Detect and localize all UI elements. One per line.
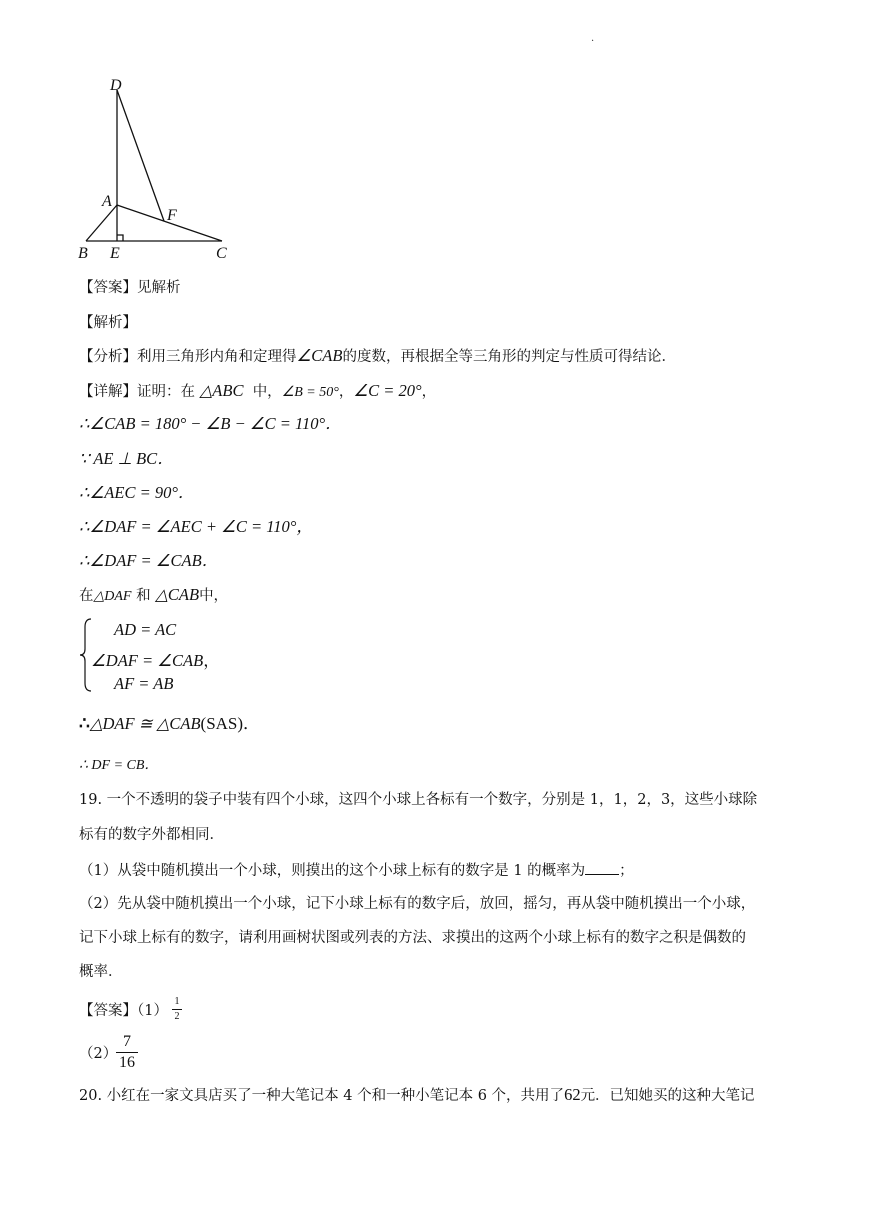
system-row-3: AF = AB	[114, 674, 174, 693]
q19-part1: （1）从袋中随机摸出一个小球，则摸出的这个小球上标有的数字是 1 的概率为 ；	[79, 860, 634, 881]
label-c: C	[216, 245, 227, 262]
right-angle-mark	[117, 235, 123, 241]
q19-stem-line1: 19. 一个不透明的袋子中装有四个小球，这四个小球上各标有一个数字，分别是 1，1，2，3，这些小球除	[79, 792, 758, 808]
q19-part2-line3: 概率．	[79, 964, 123, 980]
q20-stem-line1: 20. 小红在一家文具店买了一种大笔记本 4 个和一种小笔记本 6 个，共用了62元．已知她买的这种大笔记	[79, 1085, 755, 1104]
q18-fenxi: 【分析】利用三角形内角和定理得∠CAB的度数，再根据全等三角形的判定与性质可得结论．	[79, 346, 676, 365]
answer-text: 见解析	[137, 280, 181, 296]
system-row-2: ∠DAF = ∠CAB，	[91, 651, 220, 670]
header-dot: .	[591, 33, 595, 44]
label-a: A	[102, 193, 112, 210]
system-row-1: AD = AC	[114, 620, 177, 639]
q18-answer	[79, 278, 181, 298]
segment-ba	[86, 205, 117, 241]
q18-in-triangles: 在△DAF 和 △CAB中，	[79, 585, 229, 604]
q19-answer-2: （2）	[79, 1046, 118, 1062]
fraction-seven-sixteenths: 7 16	[116, 1034, 138, 1071]
q18-final: ∴ DF = CB．	[79, 758, 159, 773]
answer-blank	[585, 860, 619, 875]
geometry-figure	[74, 72, 234, 266]
q19-answer-1: 【答案】（1）	[79, 1003, 168, 1019]
equation-system	[79, 615, 279, 695]
q18-analysis-label: 【解析】	[79, 315, 137, 331]
q19-part2-line2: 记下小球上标有的数字，请利用画树状图或列表的方法、求摸出的这两个小球上标有的数字之积是偶数的	[79, 930, 746, 946]
q18-step4: ∴∠DAF = ∠AEC + ∠C = 110°，	[79, 517, 313, 536]
q19-stem-line2: 标有的数字外都相同．	[79, 827, 224, 843]
q18-step5: ∴∠DAF = ∠CAB．	[79, 551, 219, 570]
label-f: F	[167, 207, 177, 224]
q18-detail: 【详解】证明：在 △ABC 中，∠B = 50°，∠C = 20°，	[79, 381, 437, 400]
q18-step2: ∵ AE ⊥ BC．	[79, 449, 174, 468]
q18-step3: ∴∠AEC = 90°．	[79, 483, 195, 502]
fraction-one-half: 1 2	[172, 997, 182, 1022]
label-b: B	[78, 245, 88, 262]
segment-df	[117, 90, 164, 221]
label-d: D	[110, 77, 122, 94]
q18-step1: ∴∠CAB = 180° − ∠B − ∠C = 110°．	[79, 414, 342, 433]
q18-congruent: ∴△DAF ≅ △CAB(SAS)．	[79, 714, 261, 734]
label-e: E	[110, 245, 120, 262]
answer-label: 【答案】	[79, 280, 137, 296]
q19-part2-line1: （2）先从袋中随机摸出一个小球，记下小球上标有的数字后，放回，摇匀，再从袋中随机摸出一个小球，	[79, 896, 756, 912]
